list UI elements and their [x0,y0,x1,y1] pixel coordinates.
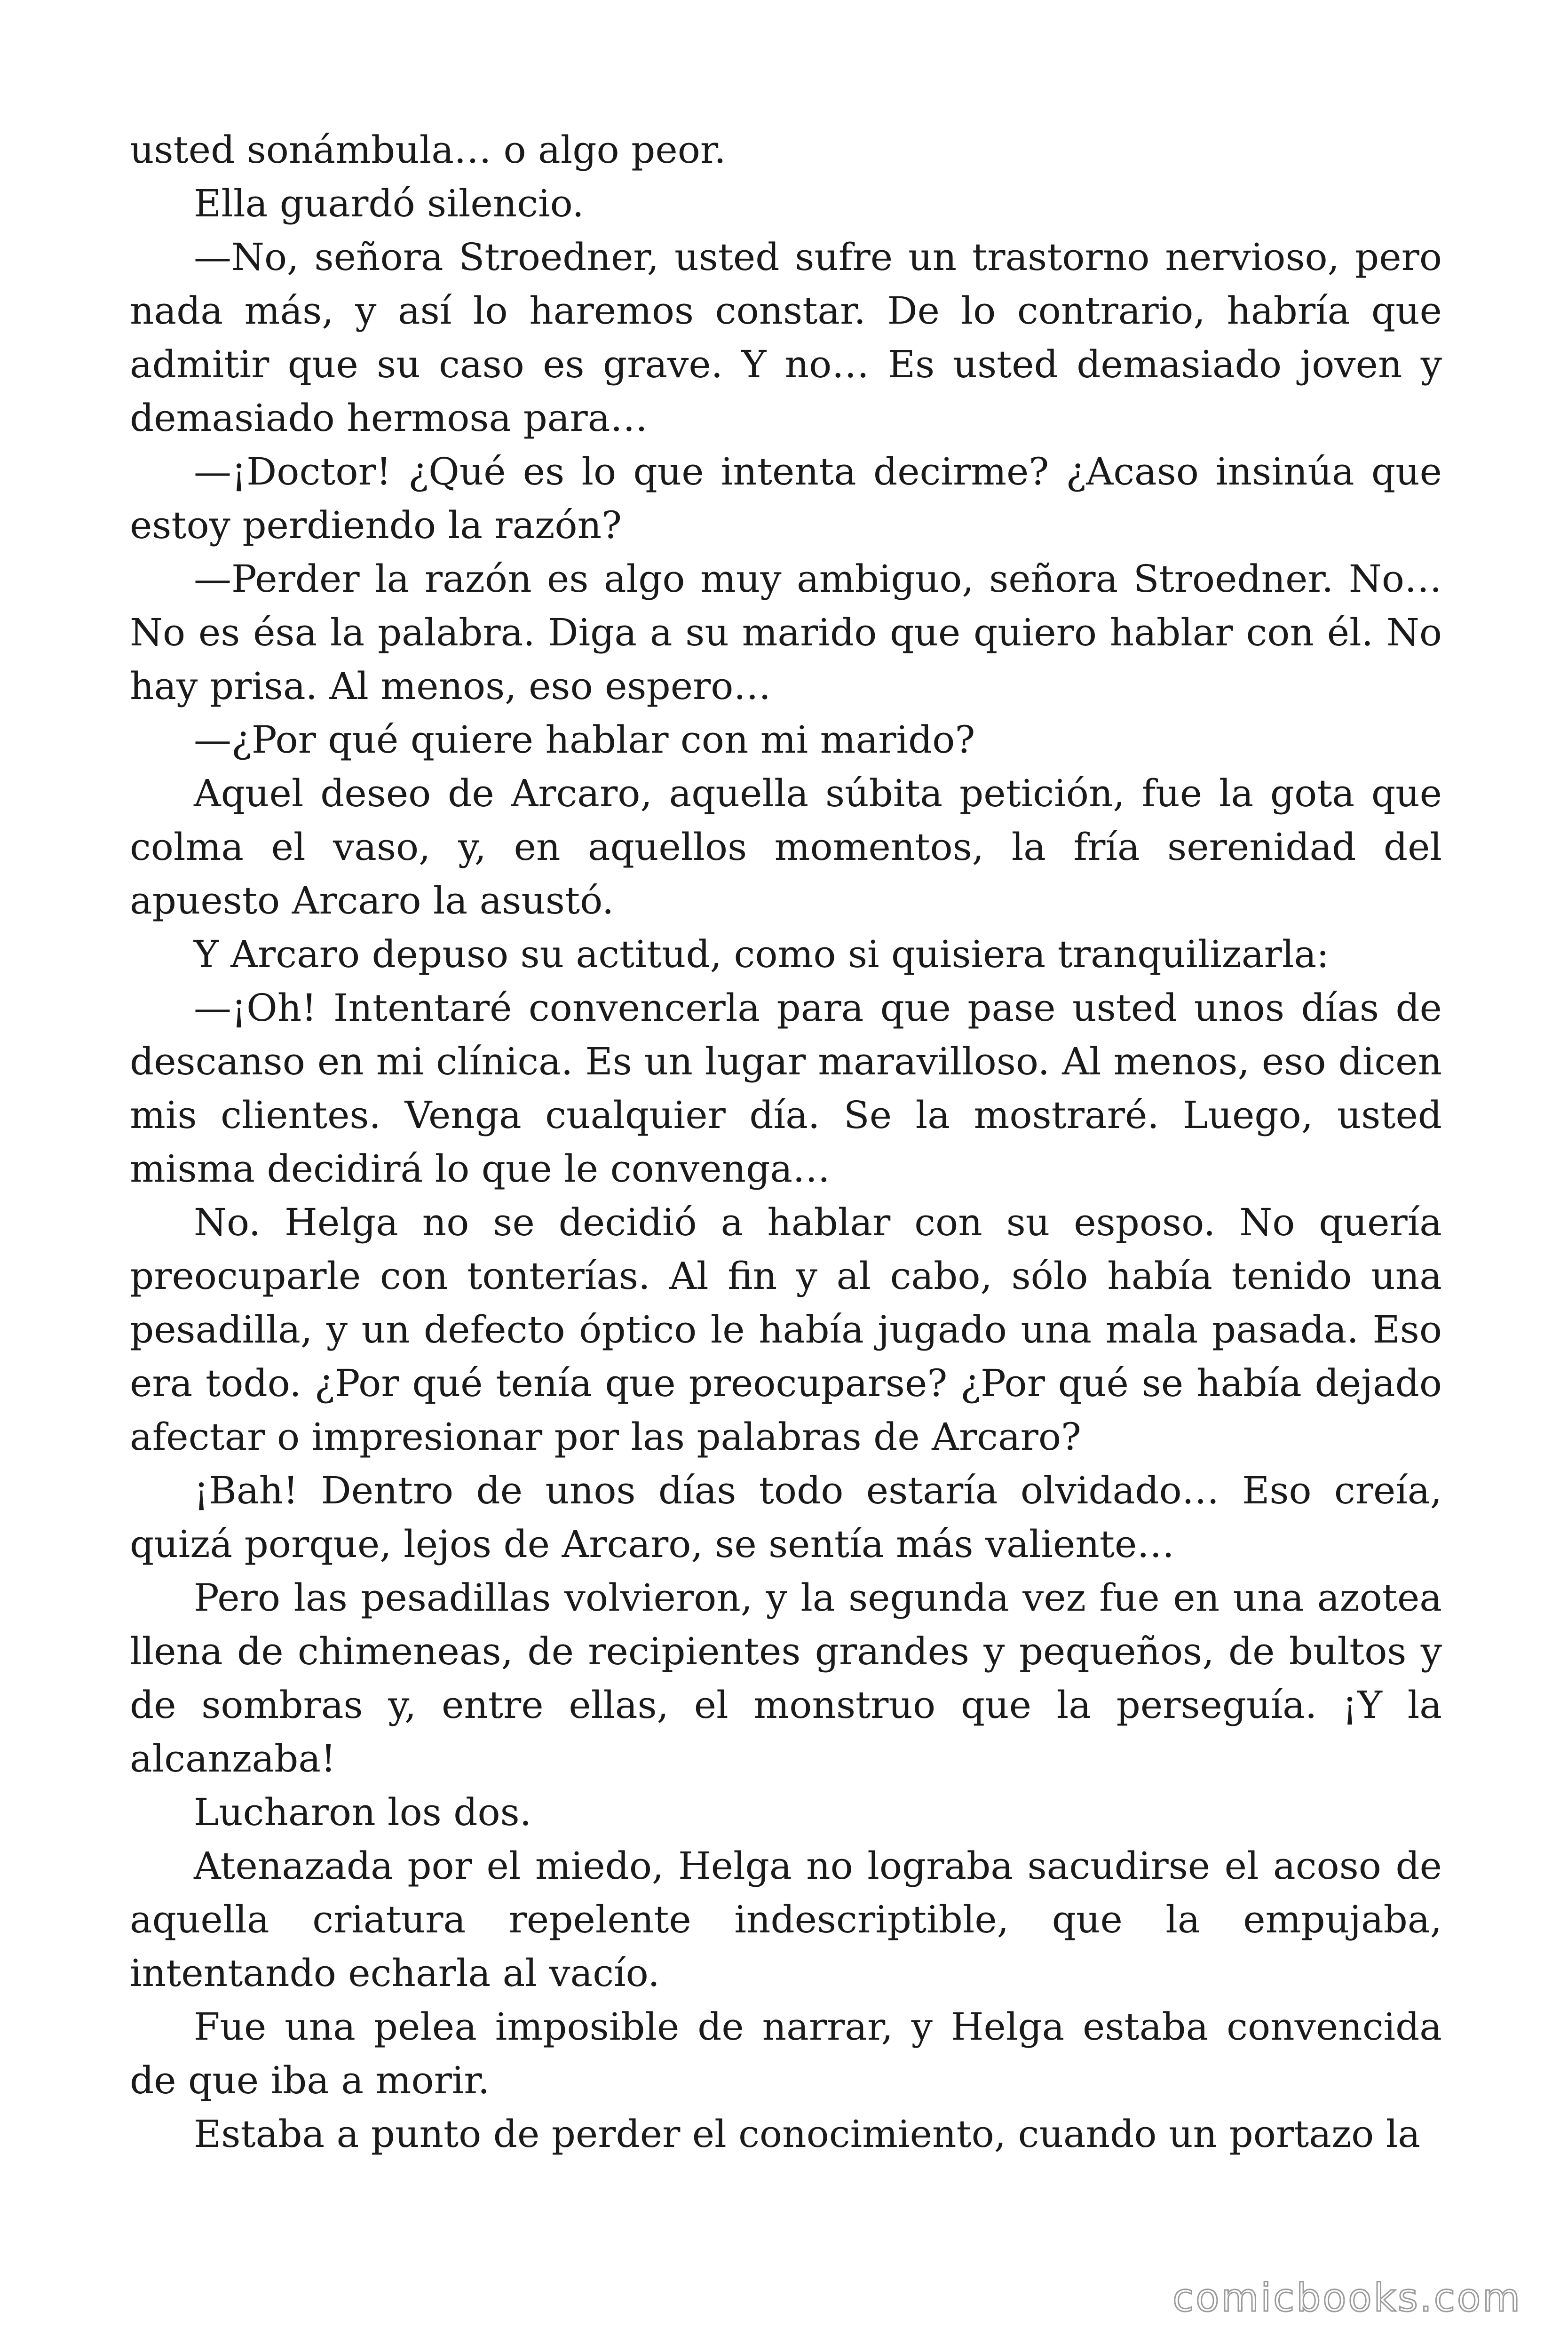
body-text [130,123,1442,2161]
paragraph-6: —¿Por qué quiere hablar con mi marido? [194,718,975,762]
paragraph-9: —¡Oh! Intentaré convencerla para que pase usted unos días de descanso en mi clínica. Es un lugar maravilloso. Al menos, eso dicen mis clientes. Venga cualquier día. Se la mostraré. Luego, usted misma decidirá lo que le convenga… [130,986,1442,1191]
paragraph-14: Atenazada por el miedo, Helga no lograba sacudirse el acoso de aquella criatura repelente indescriptible, que la empujaba, intentando echarla al vacío. [130,1844,1442,1995]
paragraph-1: usted sonámbula… o algo peor. [130,128,726,172]
paragraph-7: Aquel deseo de Arcaro, aquella súbita petición, fue la gota que colma el vaso, y, en aquellos momentos, la fría serenidad del apuesto Arcaro la asustó. [130,771,1442,922]
book-page [130,123,1442,2161]
paragraph-5: —Perder la razón es algo muy ambiguo, señora Stroedner. No… No es ésa la palabra. Diga a su marido que quiero hablar con él. No hay prisa. Al menos, eso espero… [130,557,1442,708]
paragraph-3: —No, señora Stroedner, usted sufre un trastorno nervioso, pero nada más, y así lo haremos constar. De lo contrario, habría que admitir que su caso es grave. Y no… Es usted demasiado joven y demasiado hermosa para… [130,235,1442,440]
paragraph-16: Estaba a punto de perder el conocimiento, cuando un portazo la [194,2112,1420,2156]
paragraph-11: ¡Bah! Dentro de unos días todo estaría olvidado… Eso creía, quizá porque, lejos de Arcaro, se sentía más valiente… [130,1469,1442,1566]
paragraph-12: Pero las pesadillas volvieron, y la segunda vez fue en una azotea llena de chimeneas, de recipientes grandes y pequeños, de bultos y de sombras y, entre ellas, el monstruo que la perseguía. ¡Y la alcanzaba! [130,1576,1442,1780]
watermark-text: comicbooks.com [1172,2276,1522,2320]
paragraph-10: No. Helga no se decidió a hablar con su esposo. No quería preocuparle con tonterías. Al fin y al cabo, sólo había tenido una pesadilla, y un defecto óptico le había jugado una mala pasada. Eso era todo. ¿Por qué tenía que preocuparse? ¿Por qué se había dejado afectar o impresionar por las palabras de Arcaro? [130,1200,1442,1459]
paragraph-2: Ella guardó silencio. [194,182,584,225]
paragraph-13: Lucharon los dos. [194,1790,532,1834]
paragraph-15: Fue una pelea imposible de narrar, y Helga estaba convencida de que iba a morir. [130,2005,1442,2102]
paragraph-4: —¡Doctor! ¿Qué es lo que intenta decirme? ¿Acaso insinúa que estoy perdiendo la razón? [130,450,1442,547]
paragraph-8: Y Arcaro depuso su actitud, como si quisiera tranquilizarla: [194,932,1330,976]
